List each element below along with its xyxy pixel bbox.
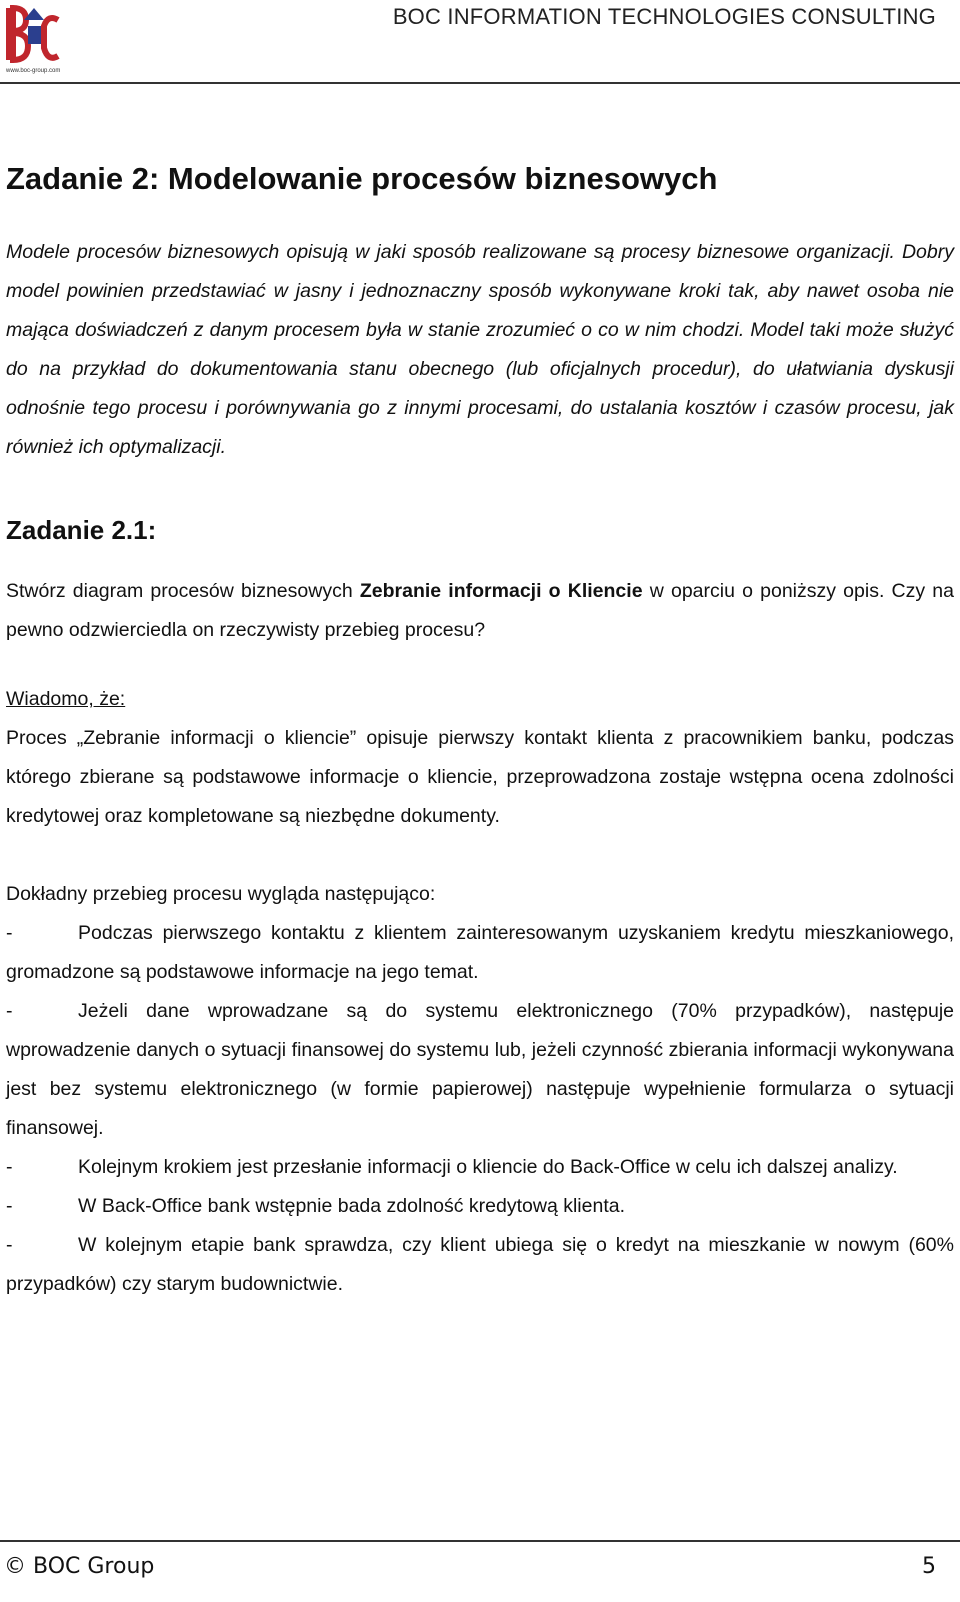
footer-divider <box>0 1540 960 1542</box>
list-item <box>6 1148 954 1187</box>
page-title: Zadanie 2: Modelowanie procesów biznesowych <box>6 161 718 196</box>
known-paragraph: Proces „Zebranie informacji o kliencie” opisuje pierwszy kontakt klienta z pracownikiem banku, podczas którego zbierane są podstawowe informacje o kliencie, przeprowadzona zostaje wstępna ocena zdolności kredytowej oraz kompletowane są niezbędne dokumenty. <box>6 727 954 828</box>
task-text-end: w oparciu o poniższy opis. Czy na pewno odzwierciedla on rzeczywisty przebieg procesu? <box>6 580 954 642</box>
list-item <box>6 1187 954 1226</box>
footer-copyright: © BOC Group <box>4 1554 155 1579</box>
list-item <box>6 914 954 992</box>
list-dash: - <box>6 1234 13 1257</box>
step-text: Kolejnym krokiem jest przesłanie informacji o kliencie do Back-Office w celu ich dalszej analizy. <box>78 1156 898 1179</box>
list-item <box>6 992 954 1148</box>
list-dash: - <box>6 1156 13 1179</box>
logo-url: www.boc-group.com <box>6 68 60 74</box>
task-paragraph <box>6 572 954 650</box>
document-body <box>6 160 954 1304</box>
boc-logo <box>4 4 60 76</box>
header-divider <box>0 82 960 84</box>
task-text-start: Stwórz diagram procesów biznesowych <box>6 580 360 603</box>
intro-paragraph: Modele procesów biznesowych opisują w jaki sposób realizowane są procesy biznesowe organizacji. Dobry model powinien przedstawiać w jasny i jednoznaczny sposób wykonywane kroki tak, aby nawet osoba nie mająca doświadczeń z danym procesem była w stanie zrozumieć o co w nim chodzi. Model taki może służyć do na przykład do dokumentowania stanu obecnego (lub oficjalnych procedur), do ułatwiania dyskusji odnośnie tego procesu i porównywania go z innymi procesami, do ustalania kosztów i czasów procesu, jak również ich optymalizacji. <box>6 241 954 459</box>
list-dash: - <box>6 922 13 945</box>
list-dash: - <box>6 1195 13 1218</box>
page-header <box>0 0 960 84</box>
step-text: W Back-Office bank wstępnie bada zdolność kredytową klienta. <box>78 1195 625 1218</box>
step-text: Podczas pierwszego kontaktu z klientem zainteresowanym uzyskaniem kredytu mieszkaniowego, gromadzone są podstawowe informacje na jego temat. <box>6 922 954 984</box>
known-heading: Wiadomo, że: <box>6 688 126 711</box>
company-name: BOC INFORMATION TECHNOLOGIES CONSULTING <box>392 4 936 29</box>
section-title: Zadanie 2.1: <box>6 515 157 546</box>
steps-intro: Dokładny przebieg procesu wygląda następująco: <box>6 883 436 906</box>
page-number: 5 <box>922 1554 936 1579</box>
list-item <box>6 1226 954 1304</box>
page-footer <box>0 1540 960 1600</box>
step-text: W kolejnym etapie bank sprawdza, czy klient ubiega się o kredyt na mieszkanie w nowym (60% przypadków) czy starym budownictwie. <box>6 1234 954 1296</box>
list-dash: - <box>6 1000 13 1023</box>
step-text: Jeżeli dane wprowadzane są do systemu elektronicznego (70% przypadków), następuje wprowadzenie danych o sytuacji finansowej do systemu lub, jeżeli czynność zbierania informacji wykonywana jest bez systemu elektronicznego (w formie papierowej) następuje wypełnienie formularza o sytuacji finansowej. <box>6 1000 954 1140</box>
task-process-name: Zebranie informacji o Kliencie <box>359 580 643 603</box>
